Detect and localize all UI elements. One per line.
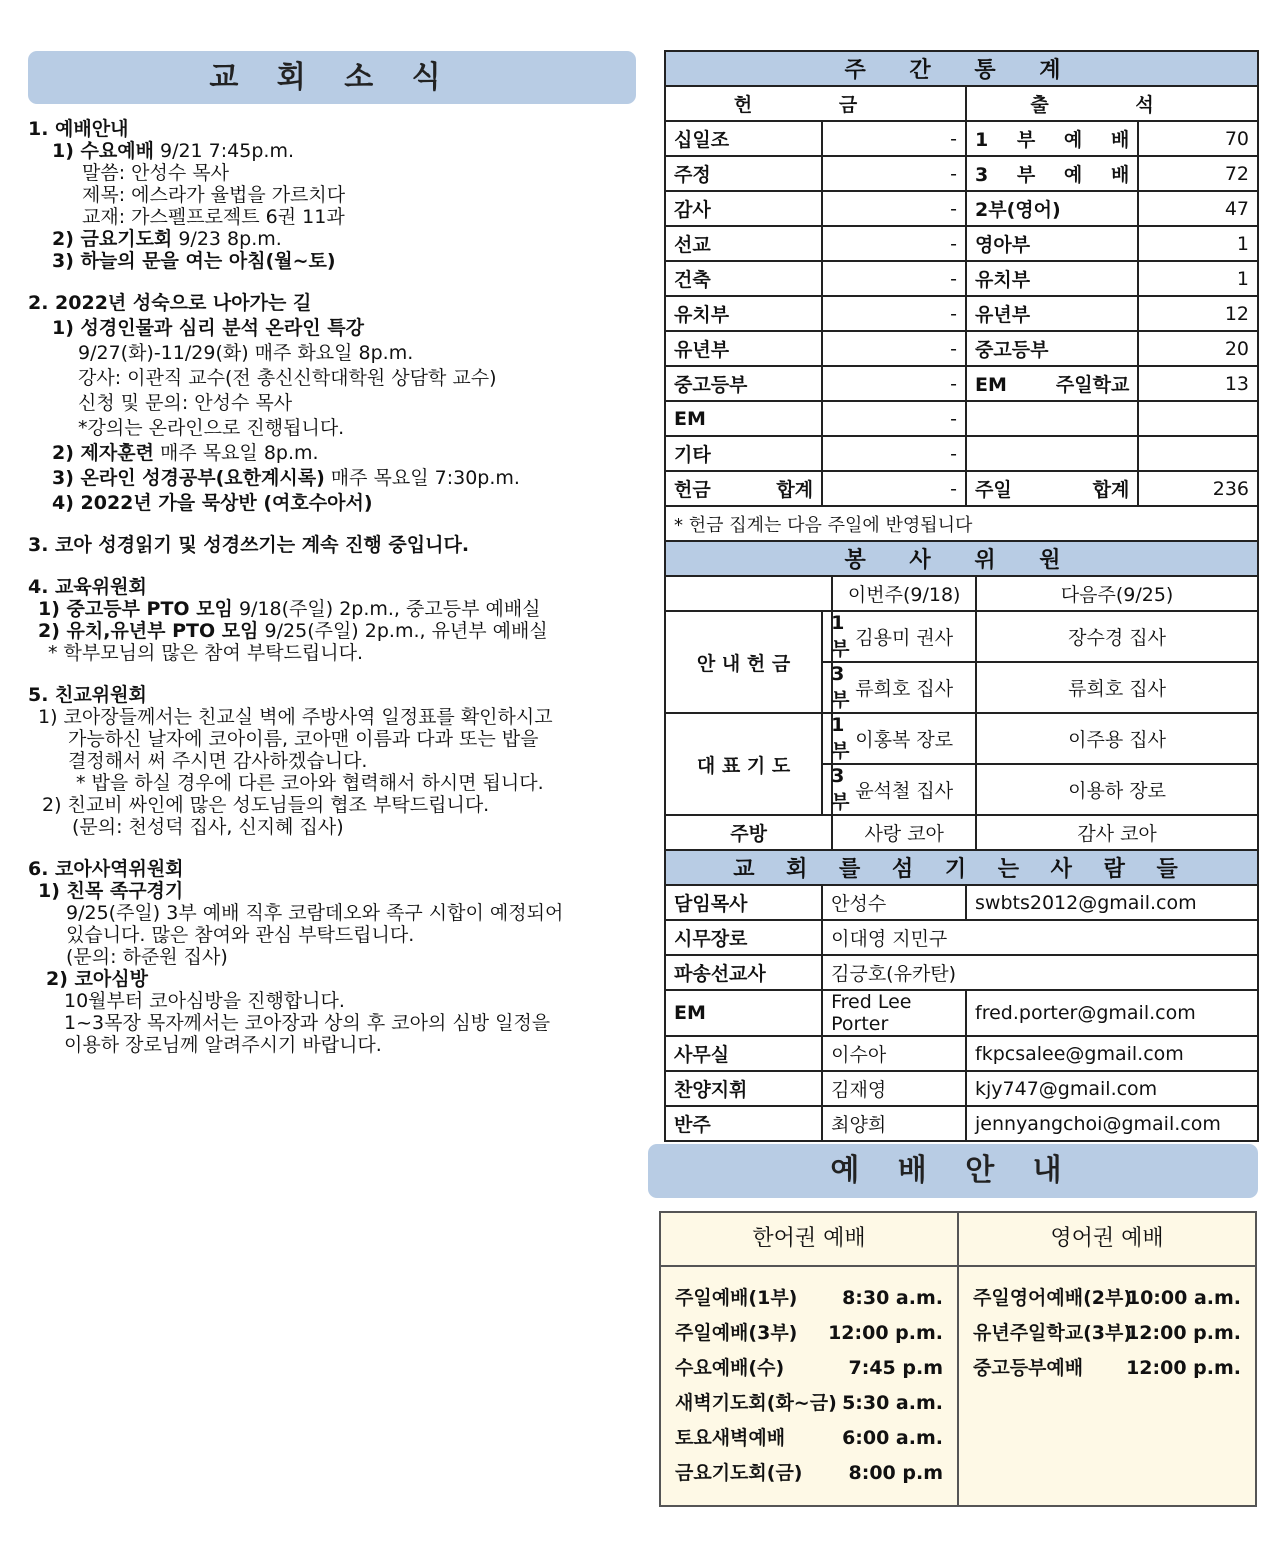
- worship-time: 8:30 a.m.: [842, 1287, 943, 1309]
- service-label: 1부: [822, 713, 832, 764]
- item-heading: 2) 금요기도회: [52, 228, 173, 250]
- church-news: [28, 118, 638, 1056]
- item-text: 결정해서 써 주시면 감사하겠습니다.: [68, 750, 368, 772]
- this-week-header: 이번주(9/18): [832, 576, 976, 611]
- weekly-stats-table: [664, 50, 1259, 1142]
- worship-name: 유년주일학교(3부): [973, 1322, 1133, 1344]
- offering-value: -: [822, 296, 966, 331]
- attendance-label: 1 부 예 배: [966, 121, 1138, 156]
- offering-label: 기타: [665, 436, 822, 471]
- worship-row: [661, 1421, 957, 1456]
- offering-label: EM: [665, 401, 822, 436]
- attendance-value: 1: [1138, 226, 1258, 261]
- volunteers-title: 봉 사 위 원: [665, 541, 1258, 576]
- prayer3-this: 윤석철 집사: [832, 764, 976, 815]
- item-text: 매주 목요일 7:30p.m.: [324, 467, 520, 489]
- item-text: * 밥을 하실 경우에 다른 코아와 협력해서 하시면 됩니다.: [76, 772, 544, 794]
- worship-guide-title: 예 배 안 내: [648, 1144, 1258, 1198]
- worship-row: [959, 1316, 1255, 1351]
- item-text: 신청 및 문의: 안성수 목사: [78, 392, 293, 414]
- staff-name: 김긍호(유카탄): [822, 955, 1258, 990]
- item-heading: 1) 수요예배: [52, 140, 154, 162]
- offering-header: 헌 금: [665, 86, 966, 121]
- section-fellowship: [28, 684, 638, 838]
- attendance-label: 영아부: [966, 226, 1138, 261]
- staff-role: 찬양지휘: [665, 1071, 822, 1106]
- offering-label: 감사: [665, 191, 822, 226]
- staff-row: [665, 1106, 1258, 1141]
- kitchen-next: 감사 코아: [976, 815, 1258, 850]
- worship-row: [959, 1281, 1255, 1316]
- offering-value: -: [822, 121, 966, 156]
- item-heading: 1) 중고등부 PTO 모임: [38, 598, 233, 620]
- stats-row: [665, 261, 1258, 296]
- english-worship-header: 영어권 예배: [959, 1213, 1255, 1267]
- section-worship-info: [28, 118, 638, 272]
- worship-time: 6:00 a.m.: [842, 1427, 943, 1449]
- weekly-stats-title: 주 간 통 계: [665, 51, 1258, 86]
- prayer1-this: 이홍복 장로: [832, 713, 976, 764]
- item-heading: 1) 성경인물과 심리 분석 온라인 특강: [52, 317, 364, 339]
- worship-name: 주일영어예배(2부): [973, 1287, 1133, 1309]
- item-text: 9/23 8p.m.: [172, 228, 282, 250]
- item-text: 2) 친교비 싸인에 많은 성도님들의 협조 부탁드립니다.: [42, 794, 490, 816]
- item-text: 10월부터 코아심방을 진행합니다.: [64, 990, 345, 1012]
- stats-row: [665, 121, 1258, 156]
- worship-time: 7:45 p.m: [848, 1357, 943, 1379]
- attendance-label: 중고등부: [966, 331, 1138, 366]
- section-education: [28, 576, 638, 664]
- korean-worship-column: [661, 1213, 959, 1505]
- offering-value: -: [822, 331, 966, 366]
- worship-time: 8:00 p.m: [848, 1462, 943, 1484]
- offering-label: 중고등부: [665, 366, 822, 401]
- kitchen-this: 사랑 코아: [832, 815, 976, 850]
- section-title: 5. 친교위원회: [28, 684, 147, 706]
- usher3-this: 류희호 집사: [832, 662, 976, 713]
- staff-email[interactable]: jennyangchoi@gmail.com: [966, 1106, 1258, 1141]
- stats-row: [665, 331, 1258, 366]
- item-heading: 2) 코아심방: [46, 968, 148, 990]
- section-koa-ministry: [28, 858, 638, 1056]
- worship-time: 5:30 a.m.: [842, 1392, 943, 1414]
- prayer3-next: 이용하 장로: [976, 764, 1258, 815]
- usher3-next: 류희호 집사: [976, 662, 1258, 713]
- staff-role: EM: [665, 990, 822, 1036]
- staff-role: 시무장로: [665, 920, 822, 955]
- attendance-value: [1138, 401, 1258, 436]
- staff-name: 이대영 지민구: [822, 920, 1258, 955]
- prayer-label: 대 표 기 도: [665, 713, 822, 815]
- staff-row: [665, 1071, 1258, 1106]
- staff-role: 담임목사: [665, 885, 822, 920]
- service-label: 1부: [822, 611, 832, 662]
- worship-name: 금요기도회(금): [675, 1462, 803, 1484]
- worship-time: 12:00 p.m.: [828, 1322, 943, 1344]
- english-worship-column: [959, 1213, 1255, 1505]
- offering-value: -: [822, 471, 966, 506]
- volunteers-corner: [665, 576, 832, 611]
- service-label: 3부: [822, 764, 832, 815]
- attendance-label: [966, 436, 1138, 471]
- attendance-label: 2부(영어): [966, 191, 1138, 226]
- worship-row: [661, 1456, 957, 1491]
- service-label: 3부: [822, 662, 832, 713]
- worship-row: [959, 1351, 1255, 1386]
- staff-name: 안성수: [822, 885, 966, 920]
- attendance-value: 20: [1138, 331, 1258, 366]
- staff-name: 김재영: [822, 1071, 966, 1106]
- item-text: 1) 코아장들께서는 친교실 벽에 주방사역 일정표를 확인하시고: [38, 706, 553, 728]
- worship-row: [661, 1351, 957, 1386]
- staff-row: [665, 885, 1258, 920]
- attendance-label: [966, 401, 1138, 436]
- staff-name: 최양희: [822, 1106, 966, 1141]
- item-text: 있습니다. 많은 참여와 관심 부탁드립니다.: [66, 924, 415, 946]
- offering-label: 선교: [665, 226, 822, 261]
- item-text: 9/25(주일) 2p.m., 유년부 예배실: [258, 620, 548, 642]
- item-heading: 2) 제자훈련: [52, 442, 154, 464]
- attendance-label: 유치부: [966, 261, 1138, 296]
- worship-time: 10:00 a.m.: [1126, 1287, 1241, 1309]
- offering-label: 헌금 합계: [665, 471, 822, 506]
- staff-email[interactable]: fkpcsalee@gmail.com: [966, 1036, 1258, 1071]
- offering-label: 유년부: [665, 331, 822, 366]
- item-text: 1~3목장 목자께서는 코아장과 상의 후 코아의 심방 일정을: [64, 1012, 551, 1034]
- attendance-value: [1138, 436, 1258, 471]
- item-text: 이용하 장로님께 알려주시기 바랍니다.: [64, 1034, 382, 1056]
- section-title: 2. 2022년 성숙으로 나아가는 길: [28, 292, 312, 314]
- stats-row: [665, 436, 1258, 471]
- staff-role: 파송선교사: [665, 955, 822, 990]
- attendance-value: 47: [1138, 191, 1258, 226]
- worship-name: 새벽기도회(화~금): [675, 1392, 837, 1414]
- attendance-value: 13: [1138, 366, 1258, 401]
- section-title: 6. 코아사역위원회: [28, 858, 184, 880]
- item-text: 제목: 에스라가 율법을 가르치다: [82, 184, 346, 206]
- attendance-value: 70: [1138, 121, 1258, 156]
- section-title: 4. 교육위원회: [28, 576, 147, 598]
- staff-name: Fred Lee Porter: [822, 990, 966, 1036]
- worship-schedule: [659, 1211, 1257, 1507]
- offering-label: 건축: [665, 261, 822, 296]
- item-text: 9/21 7:45p.m.: [153, 140, 294, 162]
- worship-name: 수요예배(수): [675, 1357, 785, 1379]
- attendance-value: 12: [1138, 296, 1258, 331]
- section-maturity: [28, 292, 638, 514]
- usher1-next: 장수경 집사: [976, 611, 1258, 662]
- stats-row: [665, 226, 1258, 261]
- item-text: (문의: 천성덕 집사, 신지혜 집사): [72, 816, 344, 838]
- attendance-label: EM 주일학교: [966, 366, 1138, 401]
- item-heading: 2) 유치,유년부 PTO 모임: [38, 620, 259, 642]
- item-text: 매주 목요일 8p.m.: [153, 442, 319, 464]
- item-text: (문의: 하준원 집사): [66, 946, 228, 968]
- offering-label: 유치부: [665, 296, 822, 331]
- stats-row: [665, 191, 1258, 226]
- offering-value: -: [822, 226, 966, 261]
- attendance-label: 3 부 예 배: [966, 156, 1138, 191]
- worship-time: 12:00 p.m.: [1126, 1357, 1241, 1379]
- offering-value: -: [822, 261, 966, 296]
- staff-row: [665, 1036, 1258, 1071]
- worship-name: 주일예배(3부): [675, 1322, 798, 1344]
- attendance-value: 1: [1138, 261, 1258, 296]
- item-heading: 3) 온라인 성경공부(요한계시록): [52, 467, 325, 489]
- offering-value: -: [822, 366, 966, 401]
- item-text: 9/25(주일) 3부 예배 직후 코람데오와 족구 시합이 예정되어: [66, 902, 564, 924]
- offering-label: 주정: [665, 156, 822, 191]
- korean-worship-header: 한어권 예배: [661, 1213, 957, 1267]
- staff-row: [665, 920, 1258, 955]
- kitchen-label: 주방: [665, 815, 832, 850]
- attendance-label: 주일 합계: [966, 471, 1138, 506]
- item-text: * 학부모님의 많은 참여 부탁드립니다.: [48, 642, 364, 664]
- stats-row: [665, 296, 1258, 331]
- stats-row: [665, 471, 1258, 506]
- usher1-this: 김용미 권사: [832, 611, 976, 662]
- item-text: 9/27(화)-11/29(화) 매주 화요일 8p.m.: [78, 342, 414, 364]
- item-text: *강의는 온라인으로 진행됩니다.: [78, 417, 345, 439]
- staff-title: 교 회 를 섬 기 는 사 람 들: [665, 850, 1258, 885]
- staff-name: 이수아: [822, 1036, 966, 1071]
- worship-row: [661, 1316, 957, 1351]
- item-heading: 3) 하늘의 문을 여는 아침(월~토): [52, 250, 336, 272]
- section-bible-reading: 3. 코아 성경읽기 및 성경쓰기는 계속 진행 중입니다.: [28, 534, 470, 556]
- item-text: 가능하신 날자에 코아이름, 코아맨 이름과 다과 또는 밥을: [68, 728, 539, 750]
- worship-name: 중고등부예배: [973, 1357, 1084, 1379]
- attendance-label: 유년부: [966, 296, 1138, 331]
- stats-row: [665, 156, 1258, 191]
- attendance-value: 236: [1138, 471, 1258, 506]
- staff-email[interactable]: swbts2012@gmail.com: [966, 885, 1258, 920]
- prayer1-next: 이주용 집사: [976, 713, 1258, 764]
- item-text: 9/18(주일) 2p.m., 중고등부 예배실: [232, 598, 541, 620]
- worship-name: 토요새벽예배: [675, 1427, 786, 1449]
- offering-value: -: [822, 436, 966, 471]
- stats-row: [665, 366, 1258, 401]
- item-heading: 1) 친목 족구경기: [38, 880, 184, 902]
- staff-email[interactable]: kjy747@gmail.com: [966, 1071, 1258, 1106]
- attendance-header: 출 석: [966, 86, 1258, 121]
- item-text: 말씀: 안성수 목사: [82, 162, 229, 184]
- stats-note: * 헌금 집계는 다음 주일에 반영됩니다: [665, 506, 1258, 541]
- worship-name: 주일예배(1부): [675, 1287, 798, 1309]
- offering-value: -: [822, 156, 966, 191]
- attendance-value: 72: [1138, 156, 1258, 191]
- next-week-header: 다음주(9/25): [976, 576, 1258, 611]
- section-title: 1. 예배안내: [28, 118, 129, 140]
- staff-role: 사무실: [665, 1036, 822, 1071]
- worship-time: 12:00 p.m.: [1126, 1322, 1241, 1344]
- worship-row: [661, 1281, 957, 1316]
- staff-role: 반주: [665, 1106, 822, 1141]
- item-heading: 4) 2022년 가을 묵상반 (여호수아서): [52, 492, 373, 514]
- offering-value: -: [822, 191, 966, 226]
- offering-label: 십일조: [665, 121, 822, 156]
- stats-row: [665, 401, 1258, 436]
- usher-offering-label: 안 내 헌 금: [665, 611, 822, 713]
- staff-row: [665, 990, 1258, 1036]
- worship-row: [661, 1386, 957, 1421]
- offering-value: -: [822, 401, 966, 436]
- item-text: 강사: 이관직 교수(전 총신신학대학원 상담학 교수): [78, 367, 497, 389]
- church-news-title: 교 회 소 식: [28, 51, 636, 104]
- staff-email[interactable]: fred.porter@gmail.com: [966, 990, 1258, 1036]
- staff-row: [665, 955, 1258, 990]
- item-text: 교재: 가스펠프로젝트 6권 11과: [82, 206, 345, 228]
